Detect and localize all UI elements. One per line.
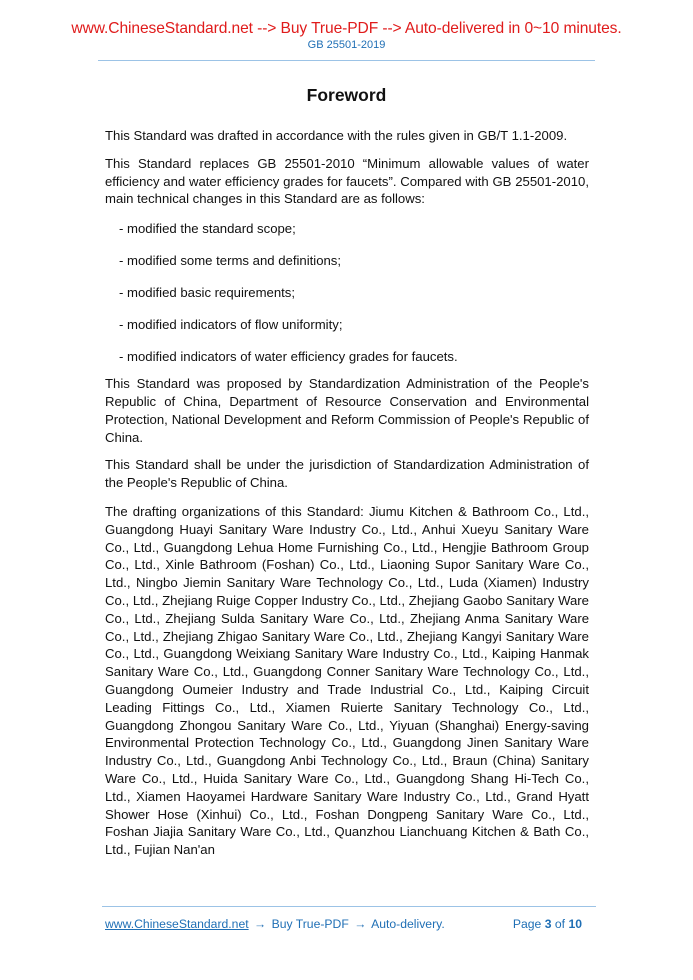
changes-list [105,220,589,375]
website-link[interactable]: www.ChineseStandard.net [105,917,249,931]
page-indicator [513,917,582,931]
paragraph-drafting-rules: This Standard was drafted in accordance with the rules given in GB/T 1.1-2009. [105,128,568,143]
paragraph-proposed-by: This Standard was proposed by Standardization Administration of the People's Republic of China, Department of Resource Conservation and Environmental Protection, National Development and Reform Commission of People's Republic of China. [105,376,589,445]
list-item: - modified basic requirements; [119,285,296,301]
document-body [105,127,589,859]
page-title: Foreword [306,85,387,105]
arrow-right-icon: → [354,917,367,931]
list-item: - modified the standard scope; [119,221,296,237]
paragraph-jurisdiction: This Standard shall be under the jurisdiction of Standardization Administration of the People's Republic of China. [105,457,589,491]
promo-banner[interactable]: www.ChineseStandard.net --> Buy True-PDF --> Auto-delivered in 0~10 minutes. [71,20,622,37]
delivery-text: Auto-delivery. [371,917,445,931]
paragraph-drafting-organizations: The drafting organizations of this Standard: Jiumu Kitchen & Bathroom Co., Ltd., Guangdong Huayi Sanitary Ware Industry Co., Ltd., Anhui Xueyu Sanitary Ware Co., Ltd., Guangdong Lehua Home Furnishing Co., Ltd., Hengjie Bathroom Group Co., Ltd., Xinle Bathroom (Foshan) Co., Ltd., Liaoning Supor Sanitary Ware Co., Ltd., Ningbo Jiemin Sanitary Ware Technology Co., Ltd., Luda (Xiamen) Industry Co., Ltd., Zhejiang Ruige Copper Industry Co., Ltd., Zhejiang Gaobo Sanitary Ware Co., Ltd., Zhejiang Sulda Sanitary Ware Co., Ltd., Zhejiang Anma Sanitary Ware Co., Ltd., Zhejiang Zhigao Sanitary Ware Co., Ltd., Zhejiang Kangyi Sanitary Ware Co., Ltd., Guangdong Weixiang Sanitary Ware Industry Co., Ltd., Kaiping Hanmak Sanitary Ware Co., Ltd., Guangdong Conner Sanitary Ware Technology Co., Ltd., Guangdong Oumeier Industry and Trade Industrial Co., Ltd., Kaiping Circuit Leading Fittings Co., Ltd., Xiamen Ruierte Sanitary Technology Co., Ltd., Guangdong Zhongou Sanitary Ware Co., Ltd., Yiyuan (Shanghai) Energy-saving Environmental Protection Technology Co., Ltd., Guangdong Jinen Sanitary Ware Industry Co., Ltd., Guangdong Anbi Technology Co., Ltd., Braun (China) Sanitary Ware Co., Ltd., Huida Sanitary Ware Co., Ltd., Guangdong Shang Hi-Tech Co., Ltd., Xiamen Haoyamei Hardware Sanitary Ware Industry Co., Ltd., Grand Hyatt Shower Hose (Xinhui) Co., Ltd., Foshan Dongpeng Sanitary Ware Co., Ltd., Foshan Jiajia Sanitary Ware Co., Ltd., Quanzhou Lianchuang Kitchen & Bath Co., Ltd., Fujian Nan'an [105,503,589,858]
page-of-label: of [554,917,566,931]
document-number: GB 25501-2019 [307,39,386,51]
header-divider [98,60,595,61]
paragraph-replaces: This Standard replaces GB 25501-2010 “Minimum allowable values of water efficiency and water efficiency grades for faucets”. Compared with GB 25501-2010, main technical changes in this Standard are as follows: [105,155,589,207]
buy-text: Buy True-PDF [271,917,349,931]
page-label: Page [512,917,542,931]
list-item: - modified indicators of water efficiency grades for faucets. [119,349,458,365]
page-footer [105,917,589,931]
page-total: 10 [568,917,582,931]
footer-divider [102,906,596,907]
list-item: - modified some terms and definitions; [119,253,342,269]
page-current: 3 [544,917,552,931]
list-item: - modified indicators of flow uniformity; [119,317,343,333]
arrow-right-icon: → [254,917,267,931]
